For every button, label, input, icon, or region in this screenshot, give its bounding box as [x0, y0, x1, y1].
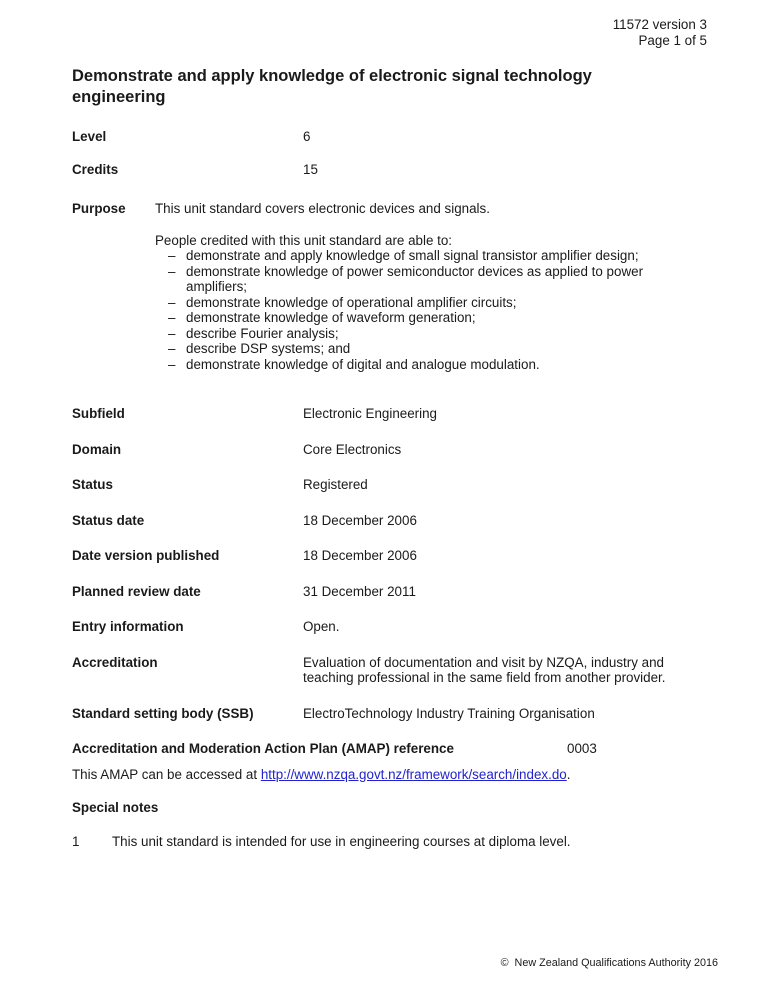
purpose-section	[72, 201, 707, 372]
document-header	[72, 17, 707, 49]
detail-value: Core Electronics	[303, 441, 402, 457]
amap-access-prefix: This AMAP can be accessed at	[72, 766, 261, 782]
details-section	[72, 406, 707, 721]
detail-row-domain	[72, 442, 707, 458]
purpose-intro: This unit standard covers electronic devices and signals.	[155, 201, 490, 216]
detail-value: Evaluation of documentation and visit by NZQA, industry and teaching professional in the same field from another provider.	[303, 654, 666, 685]
list-item	[155, 264, 695, 295]
dash-marker: –	[168, 310, 176, 325]
detail-label: Domain	[72, 441, 122, 457]
detail-value: Electronic Engineering	[303, 406, 437, 421]
dash-marker: –	[168, 341, 176, 356]
detail-row-accreditation	[72, 655, 707, 686]
detail-value: Open.	[303, 619, 340, 634]
credits-row	[72, 162, 707, 178]
list-item	[155, 357, 695, 373]
document-reference: 11572 version 3	[612, 17, 707, 32]
bullet-text: demonstrate knowledge of operational amplifier circuits;	[186, 294, 517, 310]
level-row	[72, 129, 707, 145]
amap-access-suffix: .	[566, 766, 571, 782]
purpose-label: Purpose	[72, 201, 126, 216]
detail-row-status	[72, 477, 707, 493]
amap-access-line	[72, 767, 707, 783]
bullet-text: demonstrate knowledge of waveform generation;	[186, 310, 476, 325]
dash-marker: –	[168, 248, 176, 263]
detail-value: 18 December 2006	[303, 512, 417, 528]
amap-reference-label: Accreditation and Moderation Action Plan (AMAP) reference	[72, 741, 454, 756]
detail-value: 18 December 2006	[303, 548, 417, 563]
special-note-1	[72, 834, 707, 850]
bullet-text: demonstrate and apply knowledge of small signal transistor amplifier design;	[186, 248, 639, 263]
bullet-text: demonstrate knowledge of power semiconductor devices as applied to power amplifiers;	[186, 263, 644, 294]
amap-link[interactable]: http://www.nzqa.govt.nz/framework/search/index.do	[260, 766, 567, 782]
detail-value: 31 December 2011	[303, 583, 416, 599]
detail-label: Date version published	[72, 548, 220, 563]
purpose-content	[155, 201, 695, 372]
dash-marker: –	[168, 325, 176, 341]
dash-marker: –	[168, 356, 176, 372]
detail-row-planned-review-date	[72, 584, 707, 600]
detail-value: ElectroTechnology Industry Training Organisation	[303, 705, 595, 721]
special-notes-heading: Special notes	[72, 800, 159, 815]
copyright-footer: © New Zealand Qualifications Authority 2016	[500, 957, 718, 969]
purpose-credited-intro: People credited with this unit standard are able to:	[155, 232, 453, 248]
note-text: This unit standard is intended for use in engineering courses at diploma level.	[112, 833, 571, 849]
detail-label: Subfield	[72, 406, 125, 421]
list-item	[155, 248, 695, 264]
detail-label: Status	[72, 477, 113, 492]
detail-value: Registered	[303, 477, 368, 492]
level-value: 6	[303, 129, 311, 144]
bullet-text: demonstrate knowledge of digital and analogue modulation.	[186, 356, 540, 372]
bullet-text: describe Fourier analysis;	[186, 325, 339, 341]
note-number: 1	[72, 833, 80, 849]
detail-row-status-date	[72, 513, 707, 529]
level-label: Level	[72, 129, 107, 144]
bullet-text: describe DSP systems; and	[186, 341, 351, 356]
detail-label: Planned review date	[72, 583, 201, 599]
detail-label: Status date	[72, 512, 145, 528]
list-item	[155, 310, 695, 326]
list-item	[155, 341, 695, 357]
credits-value: 15	[303, 161, 318, 177]
detail-row-standard-setting-body	[72, 706, 707, 722]
purpose-bullet-list	[155, 248, 695, 372]
detail-row-entry-information	[72, 619, 707, 635]
dash-marker: –	[168, 294, 176, 310]
detail-row-date-version-published	[72, 548, 707, 564]
detail-label: Entry information	[72, 619, 184, 634]
page-indicator: Page 1 of 5	[638, 33, 707, 48]
amap-reference-value: 0003	[567, 741, 597, 756]
detail-row-subfield	[72, 406, 707, 422]
credits-label: Credits	[72, 161, 119, 177]
dash-marker: –	[168, 263, 176, 279]
detail-label: Accreditation	[72, 654, 158, 670]
detail-label: Standard setting body (SSB)	[72, 705, 254, 721]
list-item	[155, 326, 695, 342]
list-item	[155, 295, 695, 311]
document-title: Demonstrate and apply knowledge of electronic signal technology engineering	[72, 67, 592, 106]
amap-reference-row	[72, 741, 707, 757]
